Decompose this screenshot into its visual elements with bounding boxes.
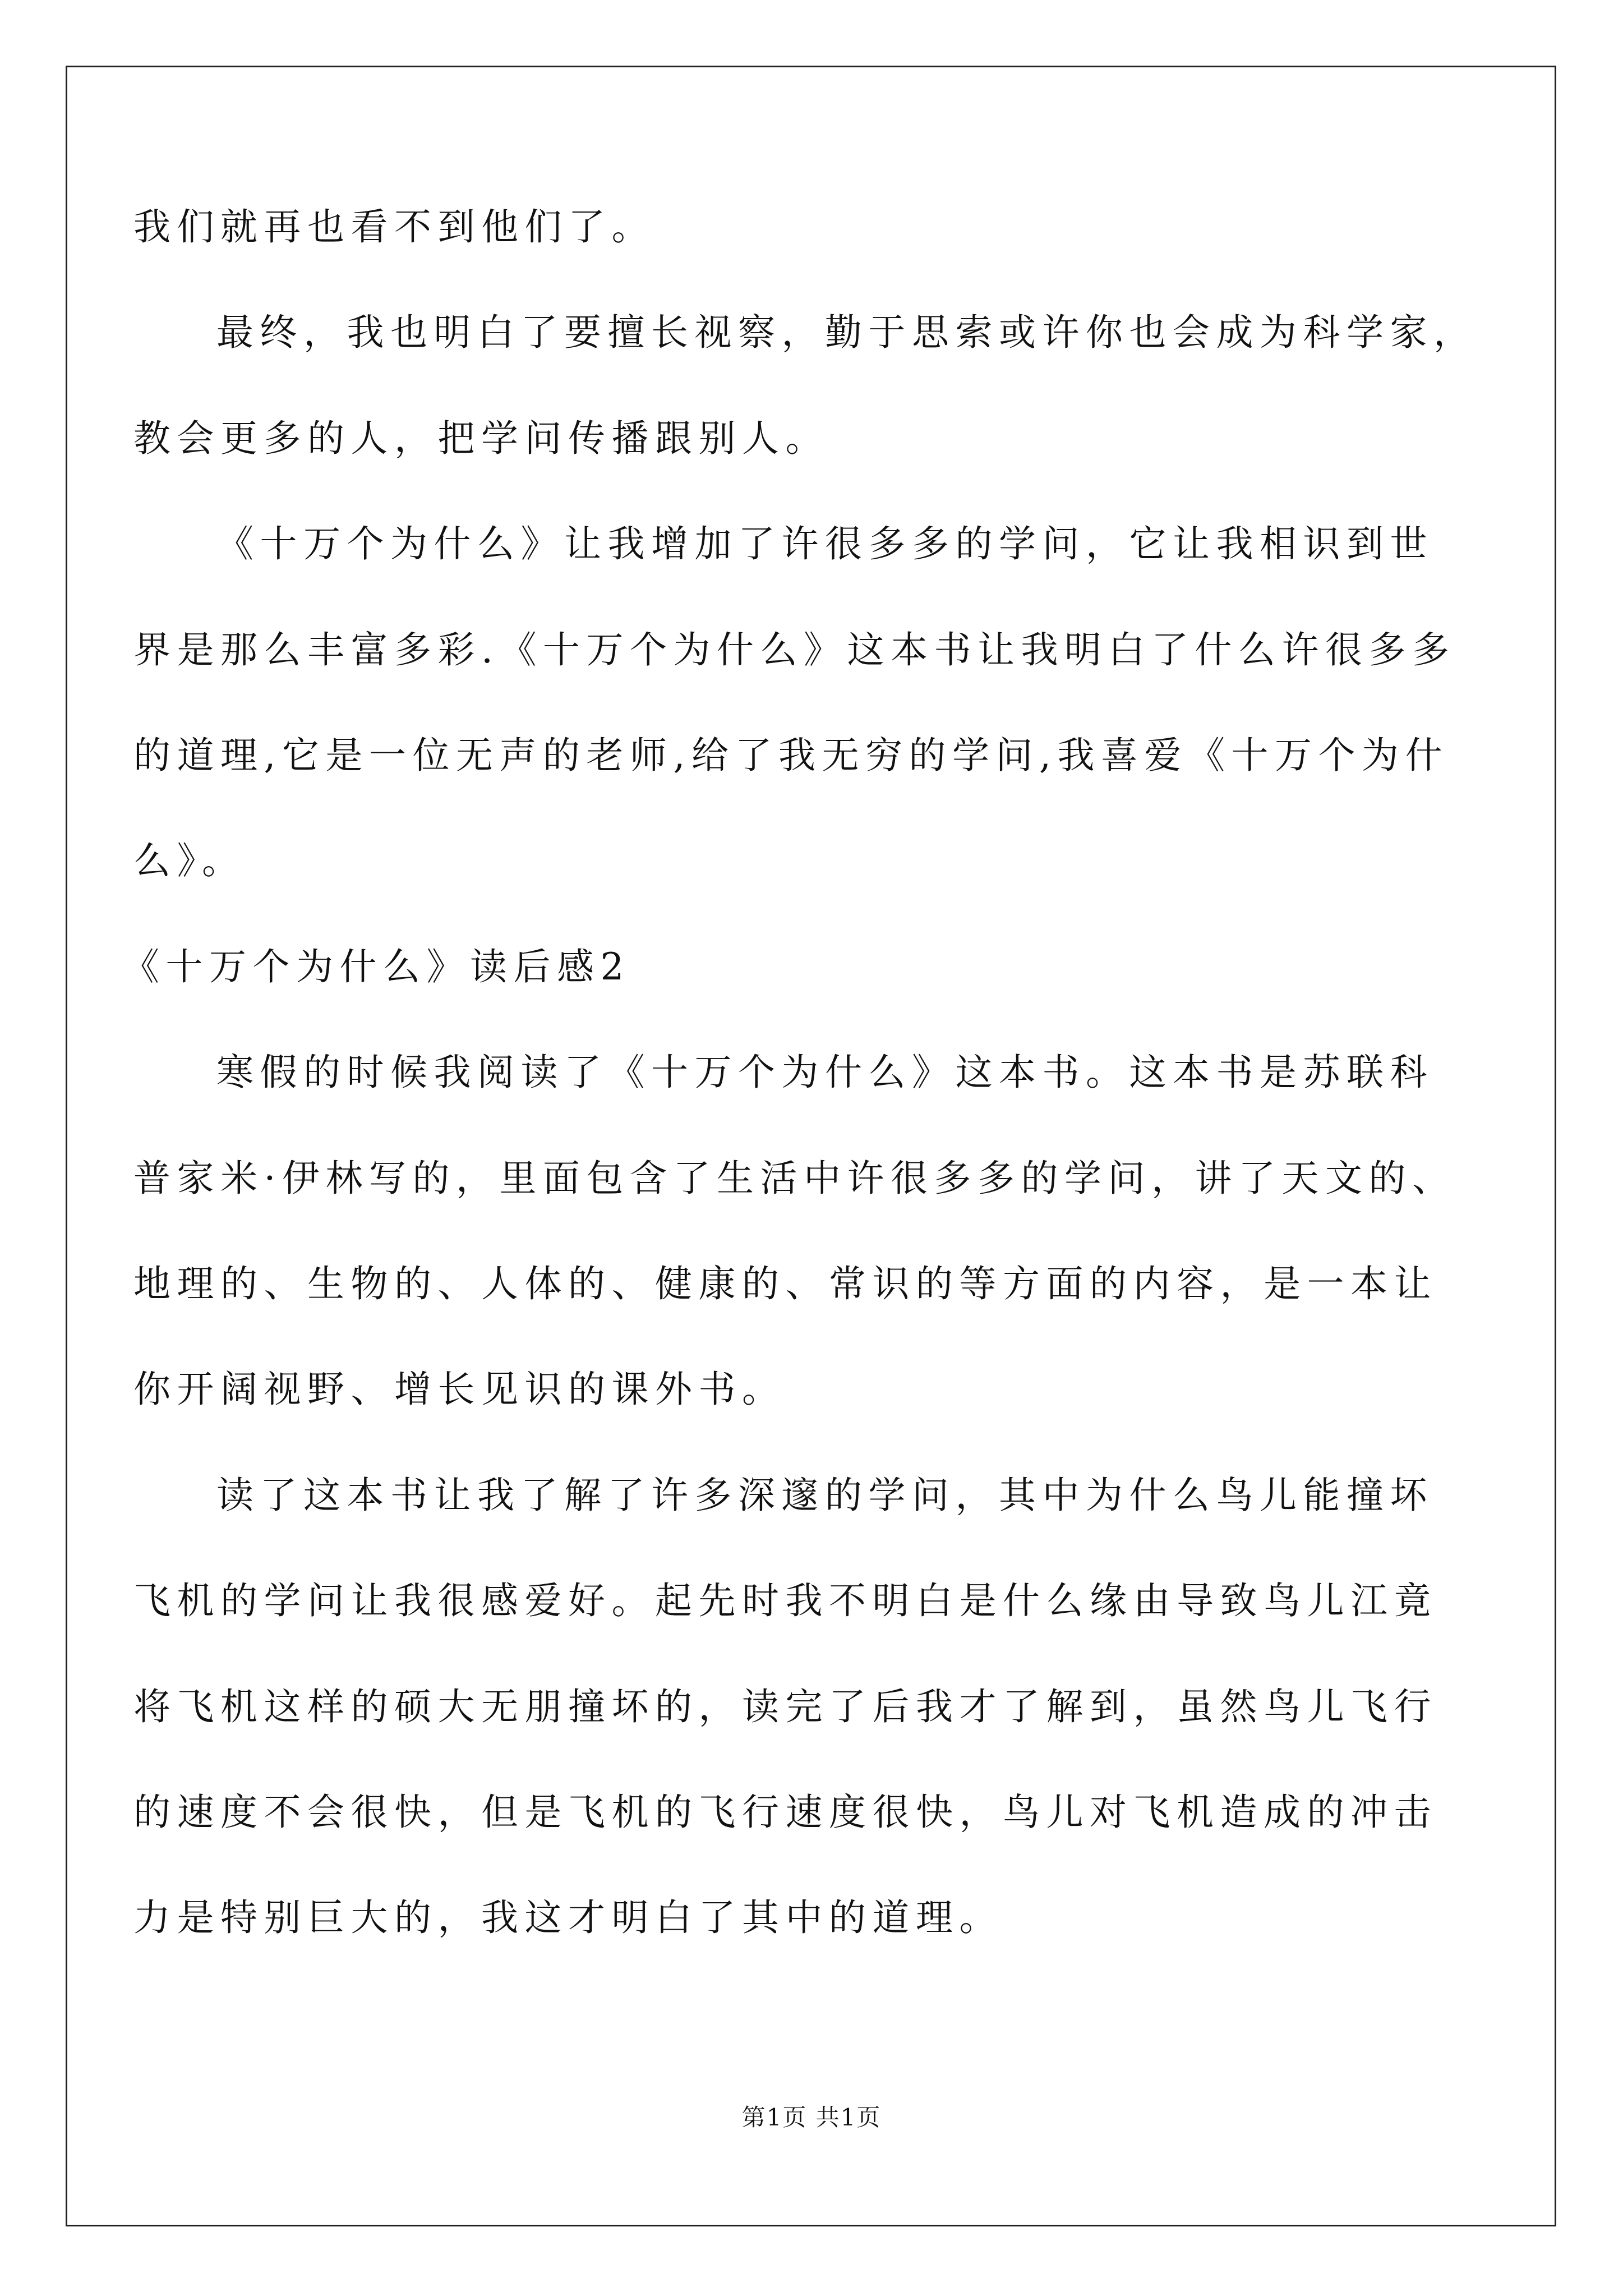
text-line: 普家米·伊林写的，里面包含了生活中许很多多的学问，讲了天文的、 bbox=[133, 1157, 1456, 1200]
text-line: 飞机的学问让我很感爱好。起先时我不明白是什么缘由导致鸟儿江竟 bbox=[133, 1579, 1437, 1622]
text-line: 寒假的时候我阅读了《十万个为什么》这本书。这本书是苏联科 bbox=[216, 1051, 1433, 1094]
text-line: 地理的、生物的、人体的、健康的、常识的等方面的内容，是一本让 bbox=[133, 1262, 1437, 1305]
text-line: 你开阔视野、增长见识的课外书。 bbox=[133, 1368, 786, 1411]
text-line: 力是特别巨大的，我这才明白了其中的道理。 bbox=[133, 1896, 1003, 1939]
section-heading: 《十万个为什么》读后感2 bbox=[122, 945, 630, 988]
text-line: 的道理,它是一位无声的老师,给了我无穷的学问,我喜爱《十万个为什 bbox=[133, 734, 1449, 777]
page-number-footer: 第1页 共1页 bbox=[741, 2104, 882, 2131]
text-line: 将飞机这样的硕大无朋撞坏的，读完了后我才了解到，虽然鸟儿飞行 bbox=[133, 1685, 1437, 1728]
text-line: 《十万个为什么》让我增加了许很多多的学问，它让我相识到世 bbox=[216, 522, 1433, 565]
text-line: 么》。 bbox=[133, 839, 246, 882]
text-line: 我们就再也看不到他们了。 bbox=[133, 205, 655, 249]
text-line: 教会更多的人，把学问传播跟别人。 bbox=[133, 417, 829, 460]
text-line: 读了这本书让我了解了许多深邃的学问，其中为什么鸟儿能撞坏 bbox=[216, 1474, 1433, 1517]
text-line: 的速度不会很快，但是飞机的飞行速度很快，鸟儿对飞机造成的冲击 bbox=[133, 1791, 1437, 1834]
text-line: 界是那么丰富多彩.《十万个为什么》这本书让我明白了什么许很多多 bbox=[133, 628, 1456, 671]
text-line: 最终，我也明白了要擅长视察，勤于思索或许你也会成为科学家， bbox=[216, 311, 1477, 354]
